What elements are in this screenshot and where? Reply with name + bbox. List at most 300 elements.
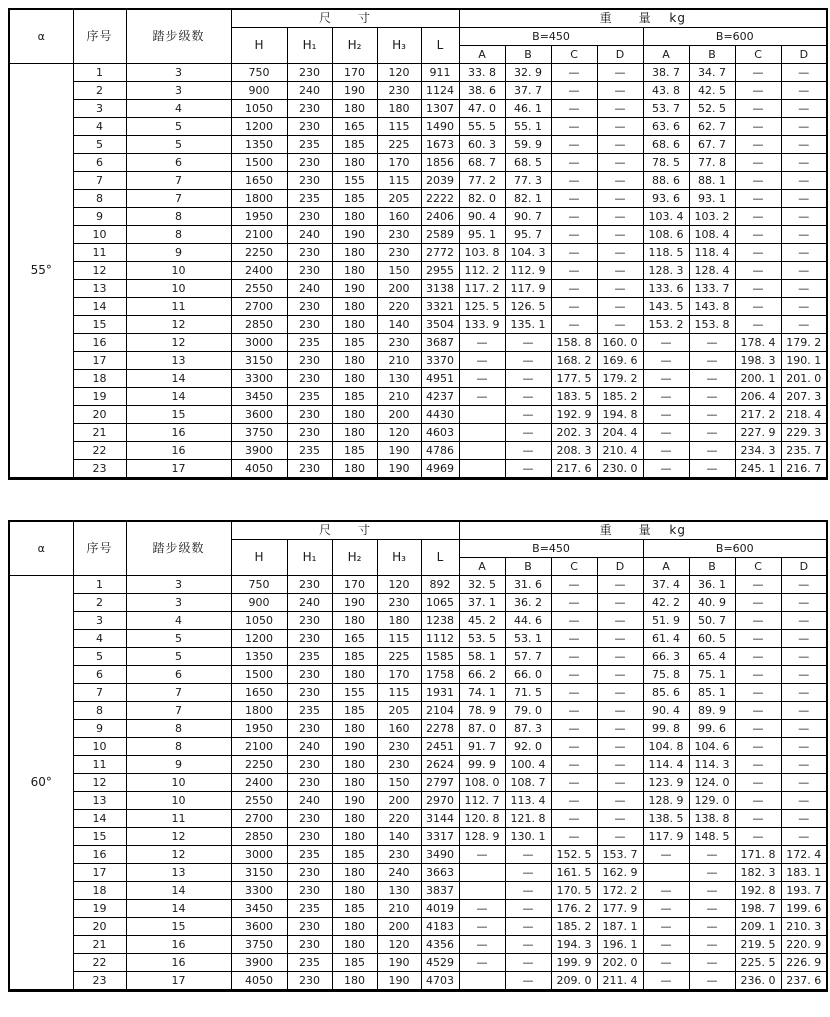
- table-cell: 91. 7: [459, 738, 505, 756]
- table-cell: 180: [332, 262, 377, 280]
- table-row: [9, 370, 827, 388]
- spec-table-55: [8, 8, 828, 480]
- table-cell: 87. 3: [505, 720, 551, 738]
- table-cell: 230: [287, 352, 332, 370]
- table-cell: 138. 5: [643, 810, 689, 828]
- table-cell: —: [643, 406, 689, 424]
- table-cell: 123. 9: [643, 774, 689, 792]
- table-cell: [459, 406, 505, 424]
- table-cell: 114. 3: [689, 756, 735, 774]
- table-cell: —: [643, 388, 689, 406]
- table-cell: —: [689, 936, 735, 954]
- table-cell: 230: [287, 298, 332, 316]
- table-cell: 59. 9: [505, 136, 551, 154]
- table-cell: 68. 7: [459, 154, 505, 172]
- table-cell: 117. 9: [505, 280, 551, 298]
- table-cell: 128. 9: [459, 828, 505, 846]
- table-cell: 230: [287, 918, 332, 936]
- col-header-b450: B=450: [459, 28, 643, 46]
- table-cell: 230: [287, 316, 332, 334]
- table-cell: 170: [332, 576, 377, 594]
- table-cell: 16: [73, 334, 126, 352]
- table-cell: 3: [126, 594, 231, 612]
- col-header-b600-A: A: [643, 46, 689, 64]
- table-cell: —: [551, 316, 597, 334]
- table-cell: 1800: [231, 702, 287, 720]
- table-cell: 2850: [231, 828, 287, 846]
- table-cell: 5: [73, 136, 126, 154]
- table-cell: 15: [73, 828, 126, 846]
- table-cell: 240: [377, 864, 421, 882]
- table-row: [9, 756, 827, 774]
- table-cell: 3144: [421, 810, 459, 828]
- table-cell: —: [781, 720, 827, 738]
- table-cell: 153. 8: [689, 316, 735, 334]
- table-cell: —: [505, 352, 551, 370]
- table-cell: 3450: [231, 388, 287, 406]
- table-cell: 160: [377, 208, 421, 226]
- table-cell: 892: [421, 576, 459, 594]
- table-cell: 180: [332, 756, 377, 774]
- table-cell: —: [551, 154, 597, 172]
- table-cell: 88. 6: [643, 172, 689, 190]
- table-cell: 2700: [231, 810, 287, 828]
- table-cell: 210: [377, 900, 421, 918]
- table-cell: 150: [377, 774, 421, 792]
- table-cell: 15: [126, 406, 231, 424]
- table-row: [9, 424, 827, 442]
- table-cell: 235: [287, 388, 332, 406]
- table-row: [9, 702, 827, 720]
- table-row: [9, 280, 827, 298]
- table-cell: 138. 8: [689, 810, 735, 828]
- table-cell: 230: [287, 460, 332, 479]
- table-cell: 900: [231, 594, 287, 612]
- table-cell: 4603: [421, 424, 459, 442]
- table-cell: 3900: [231, 442, 287, 460]
- table-cell: 1500: [231, 666, 287, 684]
- table-cell: 18: [73, 370, 126, 388]
- table-cell: 169. 6: [597, 352, 643, 370]
- table-cell: 129. 0: [689, 792, 735, 810]
- table-cell: —: [643, 882, 689, 900]
- table-cell: 2250: [231, 756, 287, 774]
- table-cell: 179. 2: [597, 370, 643, 388]
- col-header-weight: 重 量 kg: [459, 9, 827, 28]
- table-cell: 45. 2: [459, 612, 505, 630]
- col-header-steps: 踏步级数: [126, 521, 231, 576]
- table-row: [9, 64, 827, 82]
- table-row: [9, 936, 827, 954]
- table-cell: 3: [126, 64, 231, 82]
- table-cell: —: [643, 442, 689, 460]
- table-cell: 121. 8: [505, 810, 551, 828]
- table-cell: 12: [126, 828, 231, 846]
- table-cell: 74. 1: [459, 684, 505, 702]
- table-cell: 162. 9: [597, 864, 643, 882]
- table-cell: 4786: [421, 442, 459, 460]
- table-cell: 85. 6: [643, 684, 689, 702]
- table-cell: 130. 1: [505, 828, 551, 846]
- table-cell: 230: [287, 936, 332, 954]
- table-cell: —: [735, 298, 781, 316]
- table-cell: 78. 9: [459, 702, 505, 720]
- table-cell: —: [735, 630, 781, 648]
- table-cell: —: [643, 900, 689, 918]
- table-cell: —: [643, 370, 689, 388]
- table-cell: 230: [287, 972, 332, 991]
- table-cell: 177. 5: [551, 370, 597, 388]
- table-cell: 99. 6: [689, 720, 735, 738]
- table-cell: 1490: [421, 118, 459, 136]
- table-cell: 226. 9: [781, 954, 827, 972]
- table-cell: 1650: [231, 172, 287, 190]
- col-header-b450-C: C: [551, 46, 597, 64]
- table-cell: —: [459, 936, 505, 954]
- table-cell: 230: [287, 406, 332, 424]
- table-cell: —: [597, 774, 643, 792]
- table-cell: —: [735, 648, 781, 666]
- spec-table-60: [8, 520, 828, 992]
- table-cell: —: [781, 594, 827, 612]
- table-cell: —: [689, 406, 735, 424]
- table-cell: —: [735, 576, 781, 594]
- table-cell: 75. 1: [689, 666, 735, 684]
- col-header-H3: H₃: [377, 540, 421, 576]
- table-cell: 3750: [231, 936, 287, 954]
- table-cell: 200. 1: [735, 370, 781, 388]
- table-cell: 230: [287, 756, 332, 774]
- table-cell: —: [735, 82, 781, 100]
- table-cell: 182. 3: [735, 864, 781, 882]
- table-cell: 180: [332, 972, 377, 991]
- table-cell: —: [459, 846, 505, 864]
- table-cell: 18: [73, 882, 126, 900]
- table-cell: 115: [377, 172, 421, 190]
- table-cell: 68. 5: [505, 154, 551, 172]
- table-cell: 185: [332, 900, 377, 918]
- table-cell: 92. 0: [505, 738, 551, 756]
- table-cell: 180: [332, 864, 377, 882]
- table-cell: 60. 3: [459, 136, 505, 154]
- table-cell: 230: [287, 208, 332, 226]
- table-cell: 1200: [231, 630, 287, 648]
- table-cell: 120. 8: [459, 810, 505, 828]
- table-row: [9, 298, 827, 316]
- header-row-1: [9, 521, 827, 540]
- table-cell: —: [597, 576, 643, 594]
- table-cell: 3: [73, 612, 126, 630]
- table-cell: 37. 1: [459, 594, 505, 612]
- table-cell: 206. 4: [735, 388, 781, 406]
- table-cell: [459, 864, 505, 882]
- table-row: [9, 190, 827, 208]
- table-cell: —: [551, 298, 597, 316]
- table-cell: 104. 3: [505, 244, 551, 262]
- table-cell: 8: [126, 738, 231, 756]
- table-cell: —: [505, 882, 551, 900]
- table-cell: 17: [126, 460, 231, 479]
- table-cell: 204. 4: [597, 424, 643, 442]
- table-cell: 3490: [421, 846, 459, 864]
- table-cell: 3: [126, 82, 231, 100]
- table-cell: 7: [126, 702, 231, 720]
- table-cell: —: [551, 720, 597, 738]
- table-cell: 128. 4: [689, 262, 735, 280]
- table-cell: 180: [332, 612, 377, 630]
- table-cell: 113. 4: [505, 792, 551, 810]
- table-cell: —: [551, 118, 597, 136]
- table-cell: —: [735, 612, 781, 630]
- table-cell: 235: [287, 334, 332, 352]
- table-cell: —: [643, 846, 689, 864]
- table-cell: 3150: [231, 864, 287, 882]
- table-cell: —: [597, 298, 643, 316]
- table-row: [9, 648, 827, 666]
- table-cell: 2589: [421, 226, 459, 244]
- table-cell: —: [781, 226, 827, 244]
- table-cell: 152. 5: [551, 846, 597, 864]
- table-cell: 230: [377, 756, 421, 774]
- col-header-alpha: α: [9, 521, 73, 576]
- table-cell: 53. 1: [505, 630, 551, 648]
- table-cell: 8: [126, 720, 231, 738]
- table-cell: —: [505, 370, 551, 388]
- table-cell: 230: [377, 334, 421, 352]
- table-cell: —: [597, 208, 643, 226]
- table-cell: 1585: [421, 648, 459, 666]
- col-header-b450-A: A: [459, 46, 505, 64]
- table-cell: 50. 7: [689, 612, 735, 630]
- table-cell: 2451: [421, 738, 459, 756]
- table-cell: 33. 8: [459, 64, 505, 82]
- table-cell: 171. 8: [735, 846, 781, 864]
- table-cell: 4183: [421, 918, 459, 936]
- table-cell: 180: [332, 774, 377, 792]
- table-cell: 240: [287, 82, 332, 100]
- table-cell: 176. 2: [551, 900, 597, 918]
- table-cell: 200: [377, 792, 421, 810]
- table-cell: —: [551, 262, 597, 280]
- table-cell: 185: [332, 702, 377, 720]
- table-cell: 172. 4: [781, 846, 827, 864]
- table-cell: 1856: [421, 154, 459, 172]
- table-cell: —: [551, 666, 597, 684]
- table-cell: 230: [287, 64, 332, 82]
- table-cell: 2797: [421, 774, 459, 792]
- table-cell: 126. 5: [505, 298, 551, 316]
- table-cell: —: [735, 810, 781, 828]
- table-cell: 95. 1: [459, 226, 505, 244]
- table-body: [9, 64, 827, 479]
- table-cell: 14: [126, 900, 231, 918]
- table-cell: —: [597, 612, 643, 630]
- table-cell: 200: [377, 406, 421, 424]
- table-cell: 5: [73, 648, 126, 666]
- table-cell: —: [781, 316, 827, 334]
- table-cell: 180: [332, 666, 377, 684]
- table-cell: —: [643, 936, 689, 954]
- table-cell: —: [689, 352, 735, 370]
- table-cell: 13: [126, 864, 231, 882]
- table-cell: 4703: [421, 972, 459, 991]
- table-cell: 16: [73, 846, 126, 864]
- table-cell: 2400: [231, 262, 287, 280]
- table-cell: 230: [287, 612, 332, 630]
- table-cell: —: [597, 226, 643, 244]
- table-cell: 85. 1: [689, 684, 735, 702]
- table-cell: 230: [287, 720, 332, 738]
- table-cell: 3300: [231, 370, 287, 388]
- col-header-H2: H₂: [332, 28, 377, 64]
- table-cell: 128. 9: [643, 792, 689, 810]
- table-cell: 140: [377, 316, 421, 334]
- table-cell: 1950: [231, 720, 287, 738]
- table-row: [9, 118, 827, 136]
- table-cell: 112. 2: [459, 262, 505, 280]
- table-cell: 38. 6: [459, 82, 505, 100]
- table-cell: 210. 4: [597, 442, 643, 460]
- table-cell: —: [735, 702, 781, 720]
- col-header-H3: H₃: [377, 28, 421, 64]
- table-cell: 6: [73, 154, 126, 172]
- table-cell: —: [735, 64, 781, 82]
- col-header-H2: H₂: [332, 540, 377, 576]
- table-cell: 225. 5: [735, 954, 781, 972]
- table-cell: 190: [377, 972, 421, 991]
- table-cell: 6: [73, 666, 126, 684]
- table-cell: 95. 7: [505, 226, 551, 244]
- table-cell: 3321: [421, 298, 459, 316]
- table-cell: 185: [332, 442, 377, 460]
- table-row: [9, 900, 827, 918]
- table-cell: 2278: [421, 720, 459, 738]
- table-cell: 4529: [421, 954, 459, 972]
- table-cell: 2100: [231, 226, 287, 244]
- table-cell: —: [781, 630, 827, 648]
- table-cell: 207. 3: [781, 388, 827, 406]
- table-cell: 115: [377, 630, 421, 648]
- table-cell: 108. 4: [689, 226, 735, 244]
- table-cell: —: [597, 792, 643, 810]
- table-cell: 12: [126, 846, 231, 864]
- table-cell: 230: [287, 172, 332, 190]
- table-cell: 19: [73, 388, 126, 406]
- table-cell: 198. 3: [735, 352, 781, 370]
- table-cell: —: [505, 388, 551, 406]
- table-cell: 230: [377, 82, 421, 100]
- table-cell: 209. 1: [735, 918, 781, 936]
- table-cell: 8: [73, 702, 126, 720]
- table-cell: 93. 6: [643, 190, 689, 208]
- table-cell: 180: [332, 882, 377, 900]
- table-cell: —: [689, 882, 735, 900]
- table-cell: 190: [332, 792, 377, 810]
- table-cell: 108. 7: [505, 774, 551, 792]
- table-cell: 118. 5: [643, 244, 689, 262]
- table-cell: 114. 4: [643, 756, 689, 774]
- table-cell: —: [735, 828, 781, 846]
- table-row: [9, 684, 827, 702]
- table-cell: 90. 4: [643, 702, 689, 720]
- table-cell: 17: [73, 352, 126, 370]
- table-cell: 196. 1: [597, 936, 643, 954]
- table-cell: 60. 5: [689, 630, 735, 648]
- table-cell: 235: [287, 954, 332, 972]
- table-row: [9, 738, 827, 756]
- table-cell: 158. 8: [551, 334, 597, 352]
- table-cell: 4: [126, 100, 231, 118]
- table-cell: —: [781, 612, 827, 630]
- table-cell: —: [597, 118, 643, 136]
- table-cell: —: [689, 370, 735, 388]
- table-cell: 180: [332, 316, 377, 334]
- table-cell: 235: [287, 190, 332, 208]
- table-cell: 135. 1: [505, 316, 551, 334]
- table-cell: 3750: [231, 424, 287, 442]
- table-cell: 1350: [231, 648, 287, 666]
- table-cell: 89. 9: [689, 702, 735, 720]
- table-cell: 115: [377, 118, 421, 136]
- table-cell: 38. 7: [643, 64, 689, 82]
- table-cell: 220. 9: [781, 936, 827, 954]
- table-cell: 47. 0: [459, 100, 505, 118]
- table-cell: 180: [332, 460, 377, 479]
- table-cell: 10: [126, 774, 231, 792]
- table-cell: 225: [377, 648, 421, 666]
- table-cell: 240: [287, 792, 332, 810]
- table-row: [9, 244, 827, 262]
- table-cell: 117. 2: [459, 280, 505, 298]
- table-cell: 750: [231, 576, 287, 594]
- table-cell: 1800: [231, 190, 287, 208]
- table-cell: 230. 0: [597, 460, 643, 479]
- table-cell: 900: [231, 82, 287, 100]
- table-cell: 19: [73, 900, 126, 918]
- table-row: [9, 846, 827, 864]
- table-cell: 172. 2: [597, 882, 643, 900]
- table-cell: 55. 5: [459, 118, 505, 136]
- col-header-b450-C: C: [551, 558, 597, 576]
- table-cell: 194. 3: [551, 936, 597, 954]
- table-cell: 11: [73, 244, 126, 262]
- table-cell: 230: [377, 226, 421, 244]
- table-cell: 108. 6: [643, 226, 689, 244]
- table-cell: —: [459, 900, 505, 918]
- table-cell: 130: [377, 882, 421, 900]
- table-cell: —: [551, 684, 597, 702]
- table-cell: 235: [287, 136, 332, 154]
- col-header-serial: 序号: [73, 9, 126, 64]
- col-header-b450-B: B: [505, 558, 551, 576]
- table-cell: —: [735, 720, 781, 738]
- table-cell: 128. 3: [643, 262, 689, 280]
- table-row: [9, 100, 827, 118]
- table-cell: 180: [332, 154, 377, 172]
- table-cell: 230: [287, 774, 332, 792]
- table-cell: —: [781, 756, 827, 774]
- table-cell: 143. 8: [689, 298, 735, 316]
- table-cell: 51. 9: [643, 612, 689, 630]
- table-cell: 4: [126, 612, 231, 630]
- table-cell: 5: [126, 648, 231, 666]
- table-cell: —: [551, 630, 597, 648]
- table-cell: 235: [287, 900, 332, 918]
- table-cell: 230: [287, 684, 332, 702]
- table-cell: 104. 6: [689, 738, 735, 756]
- table-cell: 227. 9: [735, 424, 781, 442]
- table-row: [9, 388, 827, 406]
